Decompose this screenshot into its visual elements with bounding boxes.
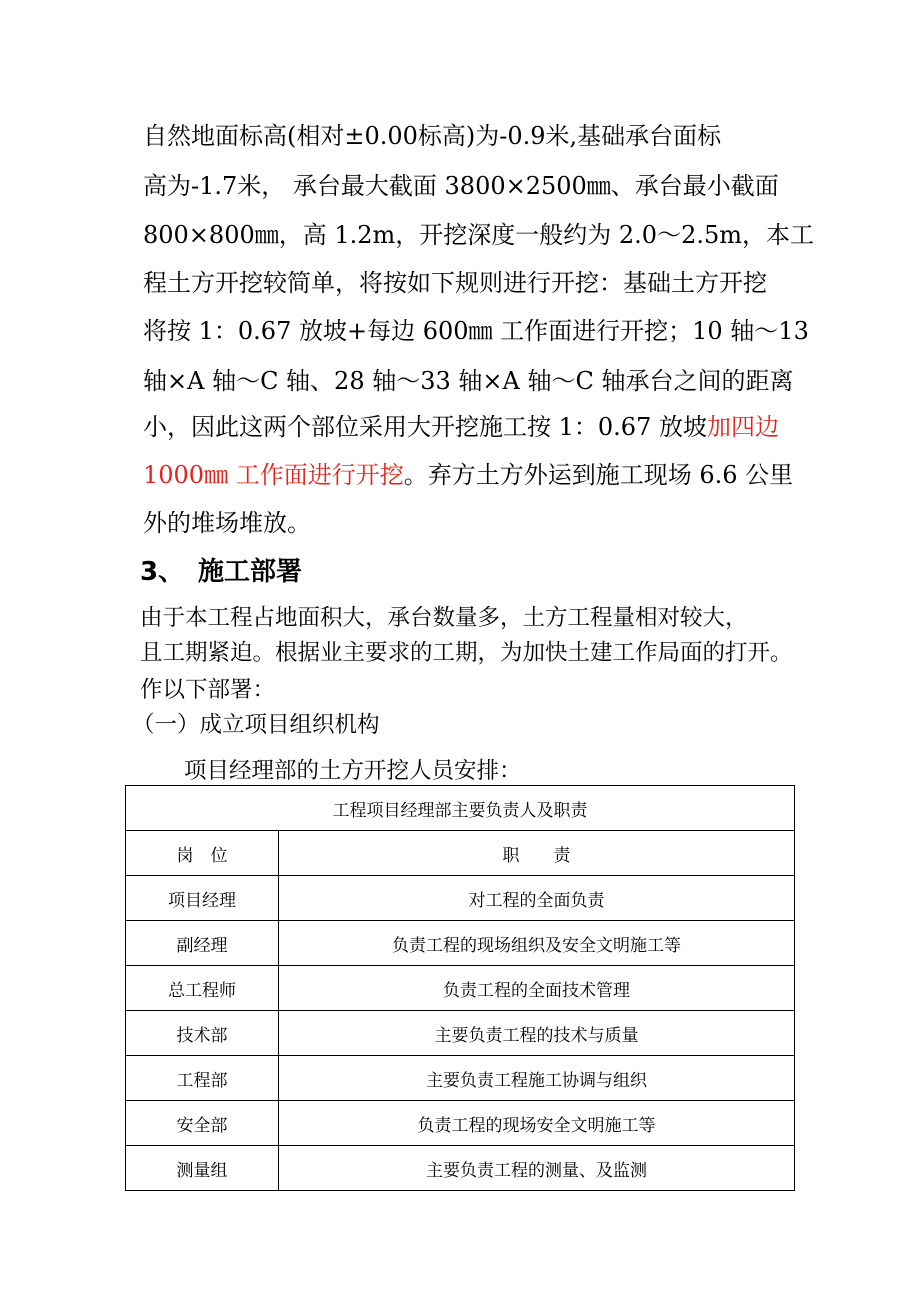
header-duty: 职 责 <box>279 831 795 876</box>
table-row <box>126 1146 795 1191</box>
subsection-heading: （一）成立项目组织机构 <box>132 712 380 738</box>
duty-cell: 负责工程的现场安全文明施工等 <box>279 1101 795 1146</box>
paragraph1-line: 自然地面标高(相对±0.00标高)为-0.9米,基础承台面标 <box>143 122 722 150</box>
table-row <box>126 966 795 1011</box>
paragraph2-line: 由于本工程占地面积大，承台数量多，土方工程量相对较大， <box>140 605 748 631</box>
paragraph1-line: 高为-1.7米， 承台最大截面 3800×2500㎜、承台最小截面 <box>143 172 779 200</box>
position-cell: 总工程师 <box>126 966 279 1011</box>
paragraph1-line <box>143 460 793 490</box>
paragraph1-line: 800×800㎜，高 1.2m，开挖深度一般约为 2.0～2.5m，本工 <box>143 221 815 249</box>
header-position: 岗 位 <box>126 831 279 876</box>
table-header-row <box>126 831 795 876</box>
section-title: 施工部署 <box>198 557 303 587</box>
section-number: 3、 <box>140 557 185 587</box>
position-cell: 项目经理 <box>126 876 279 921</box>
table-title-row <box>126 786 795 831</box>
table-title: 工程项目经理部主要负责人及职责 <box>126 786 795 831</box>
duty-cell: 主要负责工程的技术与质量 <box>279 1011 795 1056</box>
paragraph1-line <box>143 412 779 442</box>
paragraph1-highlight: 加四边 <box>706 413 779 441</box>
table-row <box>126 876 795 921</box>
paragraph1-text: 。弃方土方外运到施工现场 6.6 公里 <box>403 461 794 489</box>
paragraph1-line: 外的堆场堆放。 <box>143 509 311 537</box>
table-row <box>126 1101 795 1146</box>
table-intro: 项目经理部的土方开挖人员安排： <box>184 758 522 784</box>
table-row <box>126 1011 795 1056</box>
paragraph1-highlight: 1000㎜ 工作面进行开挖 <box>143 461 404 489</box>
duty-cell: 主要负责工程的测量、及监测 <box>279 1146 795 1191</box>
paragraph1-line: 将按 1：0.67 放坡+每边 600㎜ 工作面进行开挖；10 轴～13 <box>143 317 809 345</box>
responsibility-table <box>125 785 795 1191</box>
duty-cell: 对工程的全面负责 <box>279 876 795 921</box>
paragraph2-line: 且工期紧迫。根据业主要求的工期，为加快土建工作局面的打开。 <box>140 640 793 666</box>
position-cell: 测量组 <box>126 1146 279 1191</box>
duty-cell: 主要负责工程施工协调与组织 <box>279 1056 795 1101</box>
paragraph1-line: 程土方开挖较简单，将按如下规则进行开挖：基础土方开挖 <box>143 269 767 297</box>
position-cell: 安全部 <box>126 1101 279 1146</box>
duty-cell: 负责工程的现场组织及安全文明施工等 <box>279 921 795 966</box>
position-cell: 工程部 <box>126 1056 279 1101</box>
table-row <box>126 1056 795 1101</box>
paragraph1-line: 轴×A 轴～C 轴、28 轴～33 轴×A 轴～C 轴承台之间的距离 <box>143 367 794 395</box>
position-cell: 副经理 <box>126 921 279 966</box>
duty-cell: 负责工程的全面技术管理 <box>279 966 795 1011</box>
table-row <box>126 921 795 966</box>
paragraph1-text: 小，因此这两个部位采用大开挖施工按 1：0.67 放坡 <box>143 413 707 441</box>
section-heading <box>140 556 302 588</box>
paragraph2-line: 作以下部署： <box>140 677 276 703</box>
position-cell: 技术部 <box>126 1011 279 1056</box>
